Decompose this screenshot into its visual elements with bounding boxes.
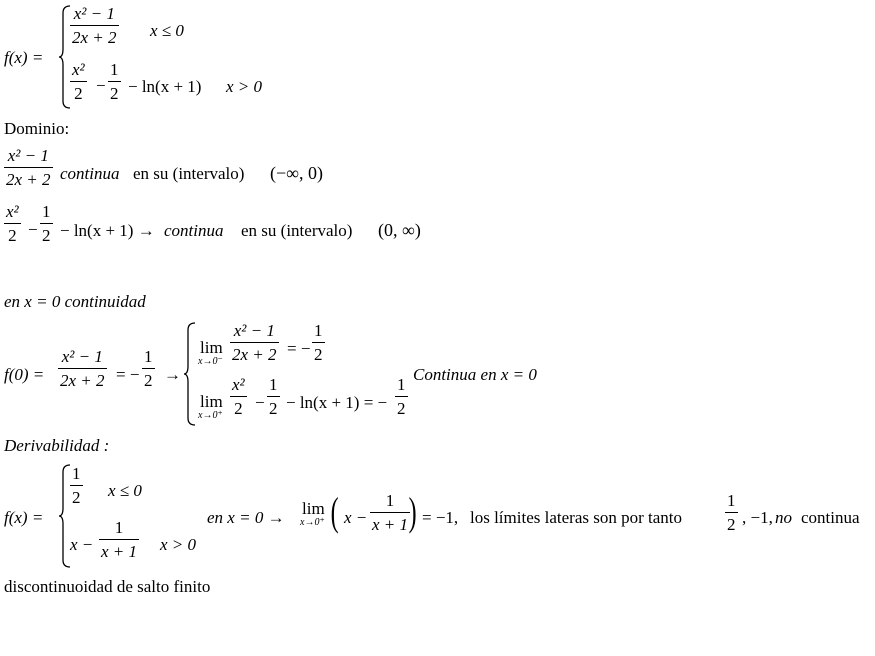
dominio-line2-fraction-1: $\frac{\text{x²}}{2}$	[6, 202, 19, 245]
derivative-case1-condition: x ≤ 0	[108, 481, 142, 500]
lim-left-fraction: $\frac{\text{x² − 1}}{2x + 2}$	[232, 321, 277, 364]
case1-condition: x ≤ 0	[150, 21, 184, 40]
f0-fraction: $\frac{\text{x² − 1}}{2x + 2}$	[60, 347, 105, 390]
case2-fraction-1: $\frac{\text{x²}}{2}$	[72, 60, 85, 103]
minus-sign: −	[255, 393, 265, 412]
derivative-case2-condition: x > 0	[160, 535, 197, 554]
dominio-line1-text: en su (intervalo)	[133, 164, 245, 183]
derivative-fx-label: f(x) =	[4, 508, 44, 527]
f0-equals: = −	[116, 365, 140, 384]
paren-close: )	[408, 489, 417, 534]
lim-right: lim	[200, 392, 223, 411]
lim-right-subscript: x→0⁺	[198, 410, 223, 421]
derivative-case2-x: x −	[70, 535, 94, 554]
continuity-conclusion: Continua en x = 0	[413, 365, 537, 384]
lim-left-equals: = −	[287, 339, 311, 358]
lim-right-log-term: − ln(x + 1) = −	[286, 393, 388, 412]
derivative-half: $\frac{1}{2}$	[727, 491, 736, 534]
dominio-line2-continua: continua	[164, 221, 224, 240]
left-brace-icon	[183, 322, 197, 426]
dominio-line1-interval: (−∞, 0)	[270, 163, 323, 183]
lim-right-fraction-1: $\frac{\text{x²}}{2}$	[232, 375, 245, 418]
derivative-lim-subscript: x→0⁺	[300, 517, 325, 528]
derivative-no: no	[775, 508, 792, 527]
dominio-line2-text: en su (intervalo)	[241, 221, 353, 240]
derivative-en: en x = 0 →	[207, 508, 285, 527]
footer-conclusion: discontinuoidad de salto finito	[4, 577, 211, 596]
lim-left: lim	[200, 338, 223, 357]
dominio-line2-log-term: − ln(x + 1) →	[60, 221, 155, 240]
dominio-line2-interval: (0, ∞)	[378, 220, 421, 240]
case2-fraction-2: $\frac{1}{2}$	[110, 60, 119, 103]
derivative-inner-fraction: $\frac{1}{x + 1}$	[372, 491, 409, 534]
dominio-heading: Dominio:	[4, 119, 70, 138]
minus-sign: −	[28, 220, 38, 239]
dominio-line1-continua: continua	[60, 164, 120, 183]
fx-label: f(x) =	[4, 48, 44, 67]
case1-fraction: $\frac{\text{x² − 1}}{2x + 2}$	[72, 4, 117, 47]
lim-left-half: $\frac{1}{2}$	[314, 321, 323, 364]
lim-right-half: $\frac{1}{2}$	[397, 375, 406, 418]
continuity-heading: en x = 0 continuidad	[4, 292, 146, 311]
case2-condition: x > 0	[226, 77, 263, 96]
derivative-text: los límites lateras son por tanto	[470, 508, 682, 527]
derivability-heading: Derivabilidad :	[4, 436, 110, 455]
dominio-line2-fraction-2: $\frac{1}{2}$	[42, 202, 51, 245]
f0-label: f(0) =	[4, 365, 45, 384]
lim-left-subscript: x→0⁻	[198, 356, 223, 367]
minus-sign: −	[96, 76, 106, 95]
derivative-result: = −1,	[422, 508, 459, 527]
derivative-case2-fraction: $\frac{1}{x + 1}$	[101, 518, 138, 561]
f0-half: $\frac{1}{2}$	[144, 347, 153, 390]
case2-log-term: − ln(x + 1)	[128, 77, 202, 96]
lim-right-fraction-2: $\frac{1}{2}$	[269, 375, 278, 418]
derivative-after-half: , −1,	[742, 508, 773, 527]
derivative-case1-fraction: $\frac{1}{2}$	[72, 464, 81, 507]
arrow-icon: →	[164, 365, 181, 384]
dominio-line1-fraction: $\frac{\text{x² − 1}}{2x + 2}$	[6, 146, 51, 189]
derivative-continua: continua	[801, 508, 860, 527]
derivative-inner-x: x −	[344, 508, 368, 527]
derivative-lim: lim	[302, 499, 325, 518]
paren-open: (	[330, 489, 339, 534]
